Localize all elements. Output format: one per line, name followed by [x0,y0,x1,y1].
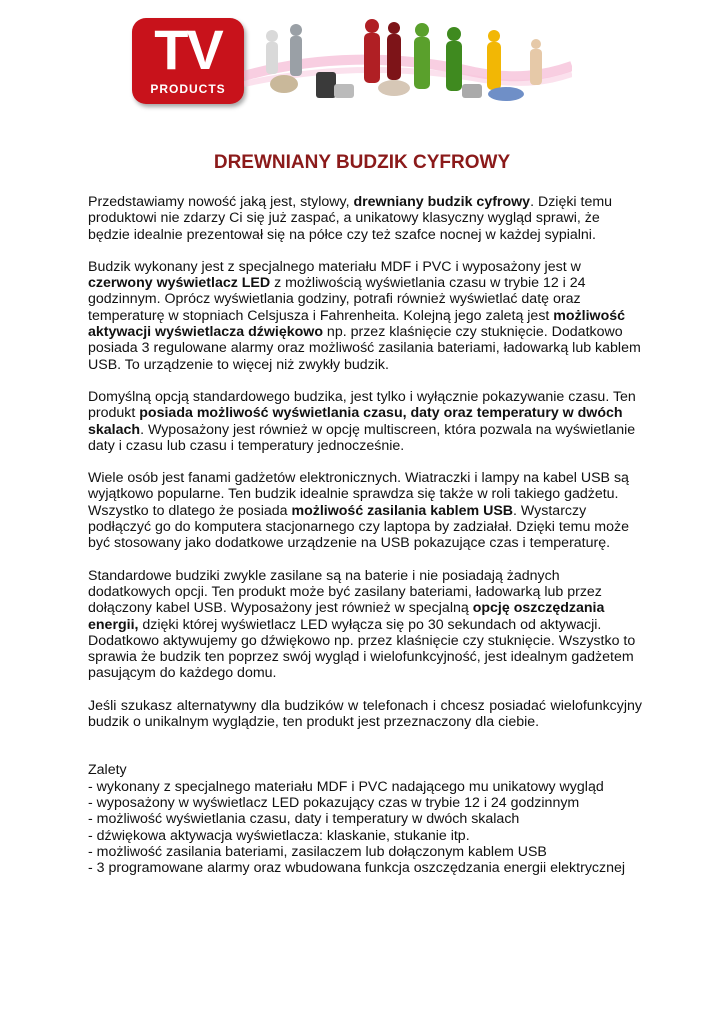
list-item: - możliwość zasilania bateriami, zasilaczem lub dołączonym kablem USB [88,843,547,860]
text: . Dzięki temu produktowi nie zdarzy Ci się już zaspać, a unikatowy klasyczny wygląd sprawi, że będzie idealnie prezentował się na półce czy też szafce nocnej w każdej sypialni. [88,194,613,243]
bold-text: posiada możliwość wyświetlania czasu, daty oraz temperatury w dwóch skalach [88,405,623,438]
text: Wiele osób jest fanami gadżetów elektronicznych. Wiatraczki i lampy na kabel USB są wyjątkowo popularne. Ten budzik idealnie sprawdza się także w roli takiego gadżetu. Wszystko to dlatego że posiada [88,470,629,519]
paragraph-closing: Jeśli szukasz alternatywny dla budzików w telefonach i chcesz posiadać wielofunkcyjny budzik o unikalnym wyglądzie, ten produkt jest przeznaczony dla ciebie. [88,697,642,731]
text: Domyślną opcją standardowego budzika, jest tylko i wyłącznie pokazywanie czasu. Ten produkt [88,388,636,422]
page-title: DREWNIANY BUDZIK CYFROWY [213,152,511,173]
text: dzięki której wyświetlacz LED wyłącza się po 30 sekundach od aktywacji. Dodatkowo aktywujemy go dźwiękowo np. przez klaśnięcie czy stuknięcie. Wszystko to sprawia że budzik ten poprzez swój wygląd i wielofunkcyjność, jest idealnym gadżetem pasującym do każdego domu. [88,616,636,682]
bold-text: drewniany budzik cyfrowy [353,194,531,210]
bold-text: możliwość aktywacji wyświetlacza dźwiękowo [88,307,626,341]
bold-text: czerwony wyświetlacz LED [88,275,271,292]
paragraph-display-options [88,389,642,454]
text: . Wyposażony jest również w opcję multiscreen, która pozwala na wyświetlanie daty i czasu lub czasu i temperatury jednocześnie. [88,421,636,454]
bold-text: opcję oszczędzania energii, [88,600,605,633]
header-banner [132,14,572,106]
logo-letters: TV [154,18,222,81]
paragraph-description [88,259,642,373]
list-item: - możliwość wyświetlania czasu, daty i temperatury w dwóch skalach [88,811,520,828]
article-body [88,194,642,876]
text: . Wystarczy podłączyć go do komputera stacjonarnego czy laptopa by zadziałał. Dzięki temu może być stosowany jako dodatkowe urządzenie na USB pokazujące czas i temperaturę. [88,502,629,552]
text: Przedstawiamy nowość jaką jest, stylowy, [88,194,354,210]
people-silhouettes-icon [266,19,542,91]
paragraph-usb [88,470,642,551]
text: np. przez klaśnięcie czy stuknięcie. Dodatkowo posiada 3 regulowane alarmy oraz możliwość zasilania bateriami, ładowarką lub kablem USB. To urządzenie to więcej niż zwykły budzik. [88,324,641,373]
paragraph-intro [88,194,642,243]
banner-illustration [244,14,572,106]
bold-text: możliwość zasilania kablem USB [291,502,514,519]
list-item: - dźwiękowa aktywacja wyświetlacza: klaskanie, stukanie itp. [88,827,470,844]
tv-products-logo [132,18,244,104]
paragraph-power [88,568,642,682]
text: z możliwością wyświetlania czasu w trybie 12 i 24 godzinnym. Oprócz wyświetlania godziny, potrafi również wyświetlać datę oraz temperaturę w stopniach Celsjusza i Fahrenheita. Kolejną jego zaletą jest [88,275,586,324]
text: Budzik wykonany jest z specjalnego materiału MDF i PVC i wyposażony jest w [88,258,581,275]
advantages-heading: Zalety [88,762,127,779]
spacer [88,746,642,762]
list-item: - 3 programowane alarmy oraz wbudowana funkcja oszczędzania energii elektrycznej [88,860,626,877]
list-item: - wyposażony w wyświetlacz LED pokazujący czas w trybie 12 i 24 godzinnym [88,794,580,811]
logo-subtitle: PRODUCTS [150,82,226,96]
advantages-list [88,762,642,876]
list-item: - wykonany z specjalnego materiału MDF i PVC nadającego mu unikatowy wygląd [88,778,604,795]
text: Standardowe budziki zwykle zasilane są na baterie i nie posiadają żadnych dodatkowych opcji. Ten produkt może być zasilany bateriami, ładowarką lub przez dołączony kabel USB. Wyposażony jest również w specjalną [88,567,602,617]
